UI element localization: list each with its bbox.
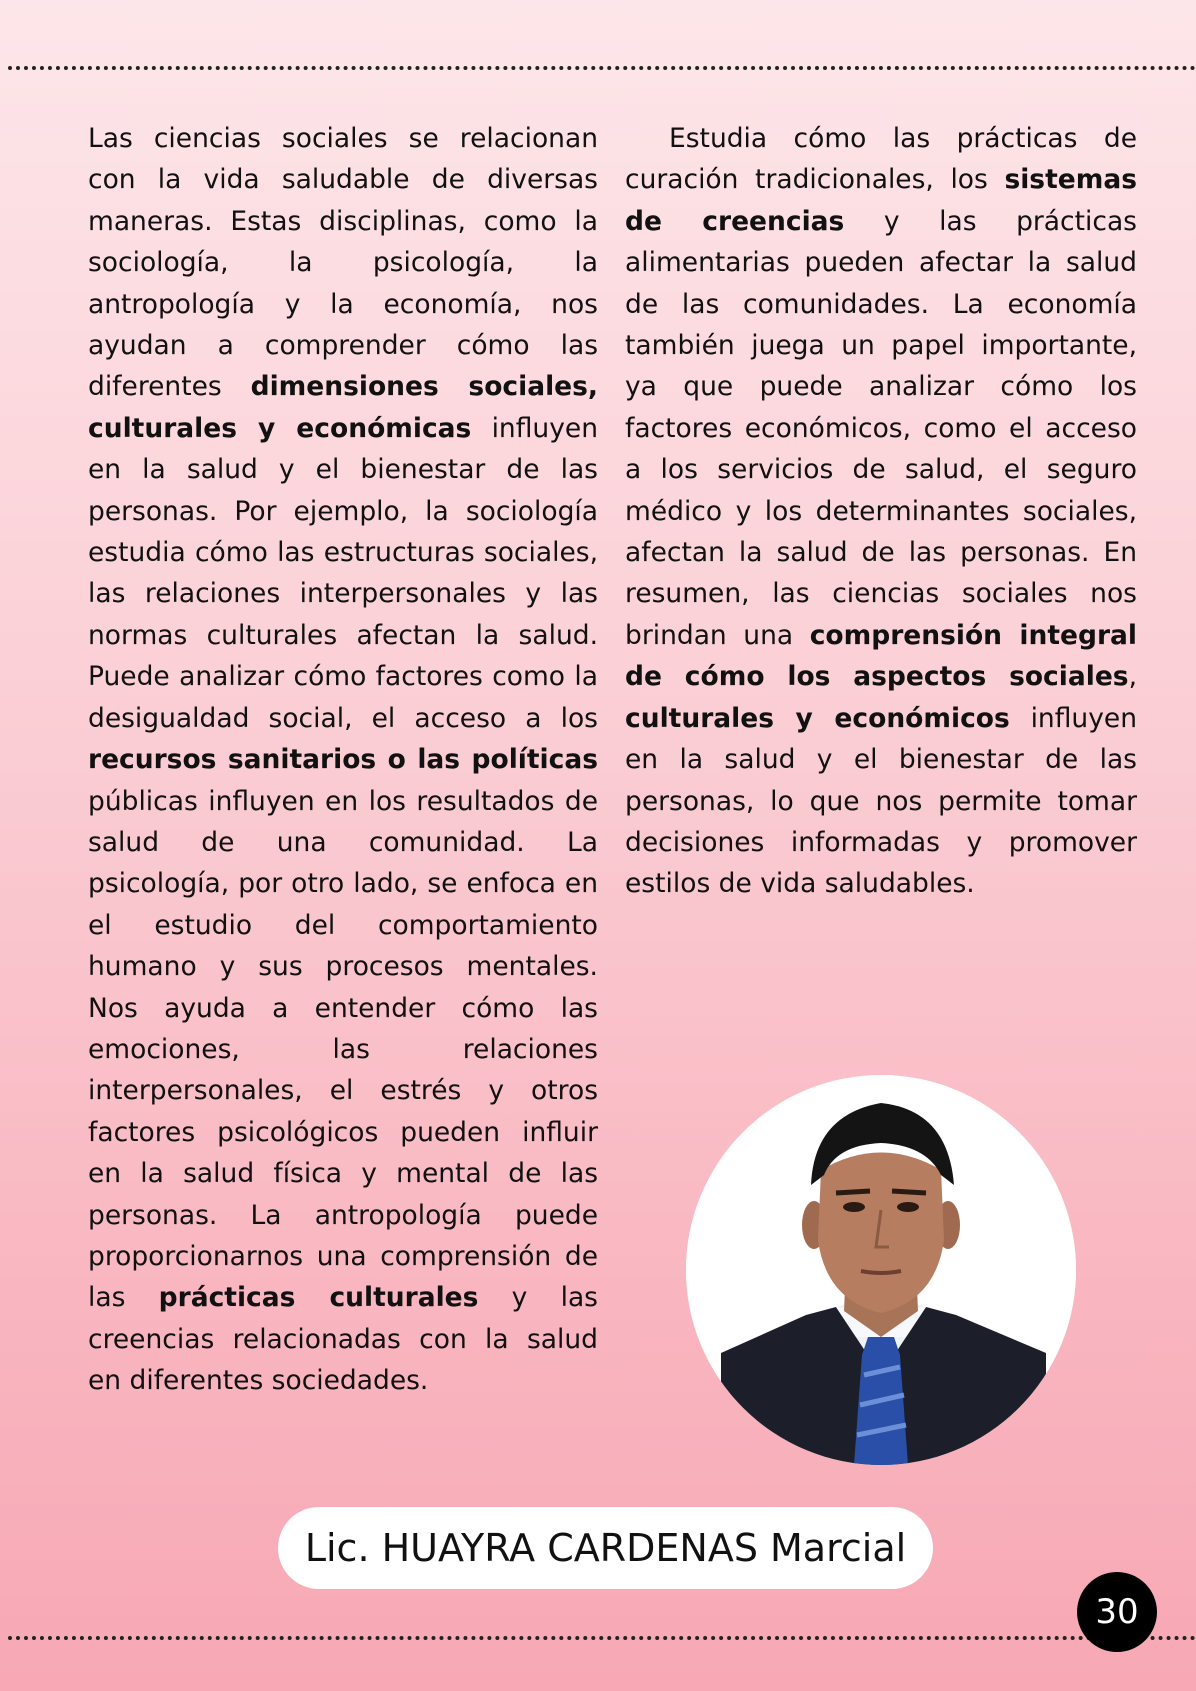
top-dotted-divider	[8, 66, 1196, 70]
right-text-3: ,	[1128, 661, 1137, 693]
left-bold-3: prácticas culturales	[158, 1282, 479, 1314]
page-number-badge	[1077, 1572, 1157, 1652]
portrait-illustration	[686, 1075, 1076, 1465]
left-bold-1: dimensiones sociales, culturales y económicas	[88, 371, 598, 444]
right-text-1: Estudia cómo las prácticas de curación tradicionales, los	[625, 123, 1137, 196]
right-bold-1: sistemas de creencias	[625, 164, 1137, 237]
left-text-4: y las creencias relacionadas con la salud en diferentes sociedades.	[88, 1282, 598, 1397]
author-name: Lic. HUAYRA CARDENAS Marcial	[304, 1526, 907, 1570]
left-text-column	[88, 118, 598, 1402]
left-bold-2: recursos sanitarios o las políticas	[88, 744, 598, 776]
left-text-2: influyen en la salud y el bienestar de las personas. Por ejemplo, la sociología estudia cómo las estructuras sociales, las relaciones interpersonales y las normas culturales afectan la salud. Puede analizar cómo factores como la desigualdad social, el acceso a los	[88, 412, 599, 734]
right-text-2: y las prácticas alimentarias pueden afectar la salud de las comunidades. La economía también juega un papel importante, ya que puede analizar cómo los factores económicos, como el acceso a los servicios de salud, el seguro médico y los determinantes sociales, afectan la salud de las personas. En resumen, las ciencias sociales nos brindan una	[625, 205, 1137, 651]
right-bold-3: culturales y económicos	[625, 702, 1010, 734]
author-name-badge	[278, 1507, 933, 1589]
right-bold-2: comprensión integral de cómo los aspectos sociales	[625, 619, 1137, 693]
right-text-4: influyen en la salud y el bienestar de las personas, lo que nos permite tomar decisiones informadas y promover estilos de vida saludables.	[625, 702, 1137, 900]
page-number: 30	[1095, 1592, 1139, 1632]
author-portrait	[686, 1075, 1076, 1465]
right-text-column	[625, 118, 1137, 905]
left-text-3: públicas influyen en los resultados de salud de una comunidad. La psicología, por otro lado, se enfoca en el estudio del comportamiento humano y sus procesos mentales. Nos ayuda a entender cómo las emociones, las relaciones interpersonales, el estrés y otros factores psicológicos pueden influir en la salud física y mental de las personas. La antropología puede proporcionarnos una comprensión de las	[88, 785, 598, 1314]
left-text-1: Las ciencias sociales se relacionan con la vida saludable de diversas maneras. Estas disciplinas, como la sociología, la psicología, la antropología y la economía, nos ayudan a comprender cómo las diferentes	[88, 123, 598, 403]
bottom-dotted-divider	[8, 1636, 1196, 1640]
